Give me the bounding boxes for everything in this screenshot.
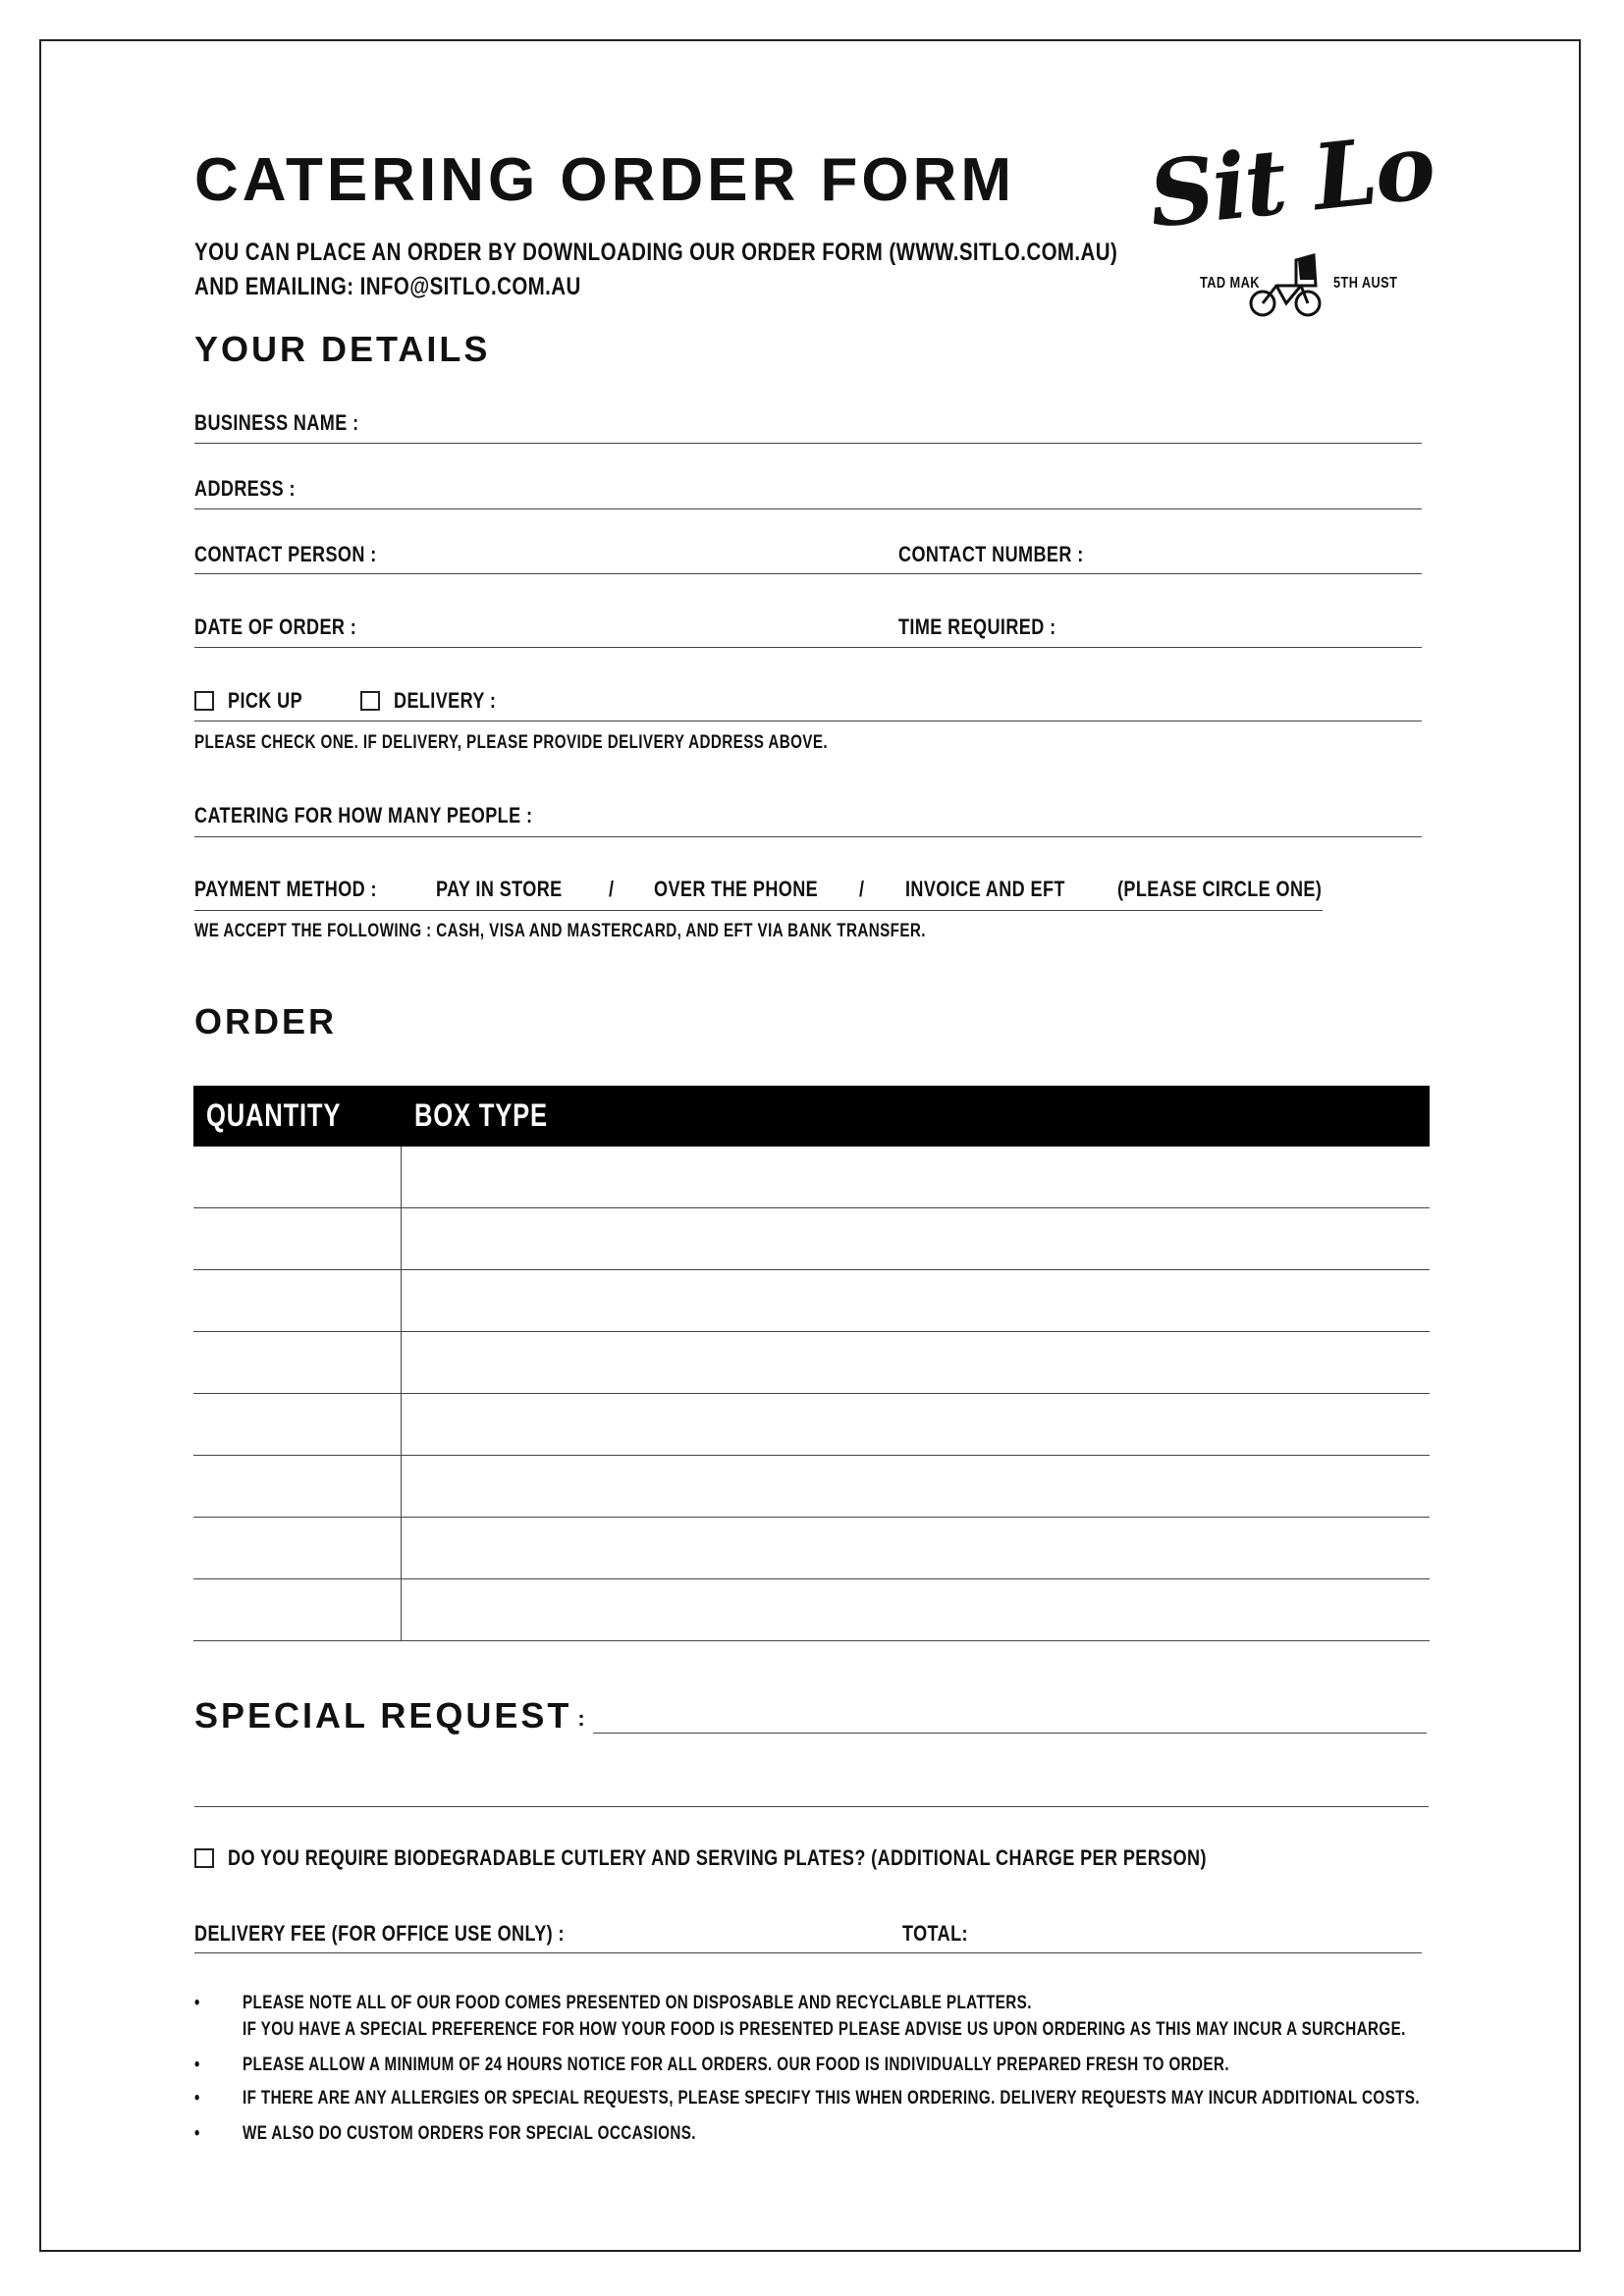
box-type-cell[interactable] (401, 1518, 1430, 1579)
fee-total-field[interactable] (194, 1952, 1422, 1953)
subtitle-line-1: YOU CAN PLACE AN ORDER BY DOWNLOADING OUR ORDER FORM (WWW.SITLO.COM.AU) (194, 239, 1118, 266)
box-type-cell[interactable] (401, 1147, 1430, 1208)
box-type-cell[interactable] (401, 1332, 1430, 1394)
biodegradable-checkbox[interactable] (194, 1848, 214, 1868)
sitlo-logo (1144, 113, 1443, 324)
quantity-column-header: QUANTITY (206, 1097, 342, 1133)
note-3: IF THERE ARE ANY ALLERGIES OR SPECIAL REQUESTS, PLEASE SPECIFY THIS WHEN ORDERING. DELIVERY REQUESTS MAY INCUR ADDITIONAL COSTS. (243, 2088, 1420, 2109)
quantity-cell[interactable] (193, 1147, 401, 1208)
how-many-label: CATERING FOR HOW MANY PEOPLE : (194, 803, 533, 828)
contact-number-label: CONTACT NUMBER : (898, 542, 1084, 566)
logo-wordmark: Sit Lo (1144, 113, 1438, 248)
quantity-cell[interactable] (193, 1332, 401, 1394)
date-time-field[interactable] (194, 647, 1422, 648)
how-many-field[interactable] (194, 836, 1422, 837)
payment-line (194, 910, 1323, 911)
logo-left-tag: TAD MAK (1200, 275, 1260, 292)
special-request-colon: : (577, 1705, 585, 1731)
subtitle-line-2: AND EMAILING: INFO@SITLO.COM.AU (194, 273, 581, 300)
box-type-column-header: BOX TYPE (414, 1097, 548, 1133)
separator: / (609, 877, 615, 901)
payment-option-over-the-phone[interactable]: OVER THE PHONE (654, 877, 819, 901)
cyclo-icon (1247, 250, 1326, 319)
note-1b: IF YOU HAVE A SPECIAL PREFERENCE FOR HOW YOUR FOOD IS PRESENTED PLEASE ADVISE US UPON ORDERING AS THIS MAY INCUR A SURCHARGE. (243, 2019, 1406, 2040)
quantity-cell[interactable] (193, 1518, 401, 1579)
special-request-row (194, 1696, 1427, 1735)
note-4: WE ALSO DO CUSTOM ORDERS FOR SPECIAL OCCASIONS. (243, 2123, 696, 2144)
order-table-header (193, 1086, 1430, 1147)
special-request-field-2[interactable] (194, 1806, 1429, 1807)
contact-person-label: CONTACT PERSON : (194, 542, 377, 566)
your-details-heading: YOUR DETAILS (194, 329, 491, 369)
box-type-cell[interactable] (401, 1394, 1430, 1456)
quantity-cell[interactable] (193, 1394, 401, 1456)
quantity-cell[interactable] (193, 1456, 401, 1518)
form-title: CATERING ORDER FORM (194, 146, 1016, 214)
address-label: ADDRESS : (194, 476, 296, 501)
bullet: • (194, 2123, 200, 2144)
contact-field[interactable] (194, 573, 1422, 574)
delivery-fee-label: DELIVERY FEE (FOR OFFICE USE ONLY) : (194, 1921, 565, 1946)
quantity-cell[interactable] (193, 1208, 401, 1270)
special-request-field[interactable] (593, 1733, 1427, 1734)
time-required-label: TIME REQUIRED : (898, 614, 1056, 639)
bullet: • (194, 2055, 200, 2075)
business-name-field[interactable] (194, 443, 1422, 444)
date-of-order-label: DATE OF ORDER : (194, 614, 357, 639)
bullet: • (194, 1993, 200, 2013)
note-1: PLEASE NOTE ALL OF OUR FOOD COMES PRESENTED ON DISPOSABLE AND RECYCLABLE PLATTERS. (243, 1993, 1032, 2013)
special-request-heading: SPECIAL REQUEST (194, 1695, 572, 1735)
box-type-cell[interactable] (401, 1270, 1430, 1332)
box-type-cell[interactable] (401, 1456, 1430, 1518)
payment-method-label: PAYMENT METHOD : (194, 877, 377, 901)
accept-note: WE ACCEPT THE FOLLOWING : CASH, VISA AND MASTERCARD, AND EFT VIA BANK TRANSFER. (194, 921, 926, 941)
delivery-checkbox[interactable] (360, 691, 380, 711)
business-name-label: BUSINESS NAME : (194, 410, 359, 435)
payment-option-invoice-eft[interactable]: INVOICE AND EFT (905, 877, 1065, 901)
bullet: • (194, 2088, 200, 2109)
check-one-note: PLEASE CHECK ONE. IF DELIVERY, PLEASE PROVIDE DELIVERY ADDRESS ABOVE. (194, 732, 829, 753)
circle-one-note: (PLEASE CIRCLE ONE) (1117, 877, 1323, 901)
note-2: PLEASE ALLOW A MINIMUM OF 24 HOURS NOTICE FOR ALL ORDERS. OUR FOOD IS INDIVIDUALLY PREPARED FRESH TO ORDER. (243, 2055, 1229, 2075)
biodegradable-label: DO YOU REQUIRE BIODEGRADABLE CUTLERY AND SERVING PLATES? (ADDITIONAL CHARGE PER PERSON) (228, 1845, 1207, 1870)
box-type-cell[interactable] (401, 1579, 1430, 1641)
pick-up-label: PICK UP (228, 688, 303, 713)
total-label: TOTAL: (902, 1921, 968, 1946)
address-field[interactable] (194, 508, 1422, 509)
pick-up-checkbox[interactable] (194, 691, 214, 711)
order-heading: ORDER (194, 1001, 338, 1041)
logo-right-tag: 5TH AUST (1333, 275, 1398, 292)
quantity-cell[interactable] (193, 1579, 401, 1641)
box-type-cell[interactable] (401, 1208, 1430, 1270)
quantity-cell[interactable] (193, 1270, 401, 1332)
delivery-label: DELIVERY : (394, 688, 497, 713)
separator: / (859, 877, 865, 901)
payment-option-pay-in-store[interactable]: PAY IN STORE (436, 877, 563, 901)
